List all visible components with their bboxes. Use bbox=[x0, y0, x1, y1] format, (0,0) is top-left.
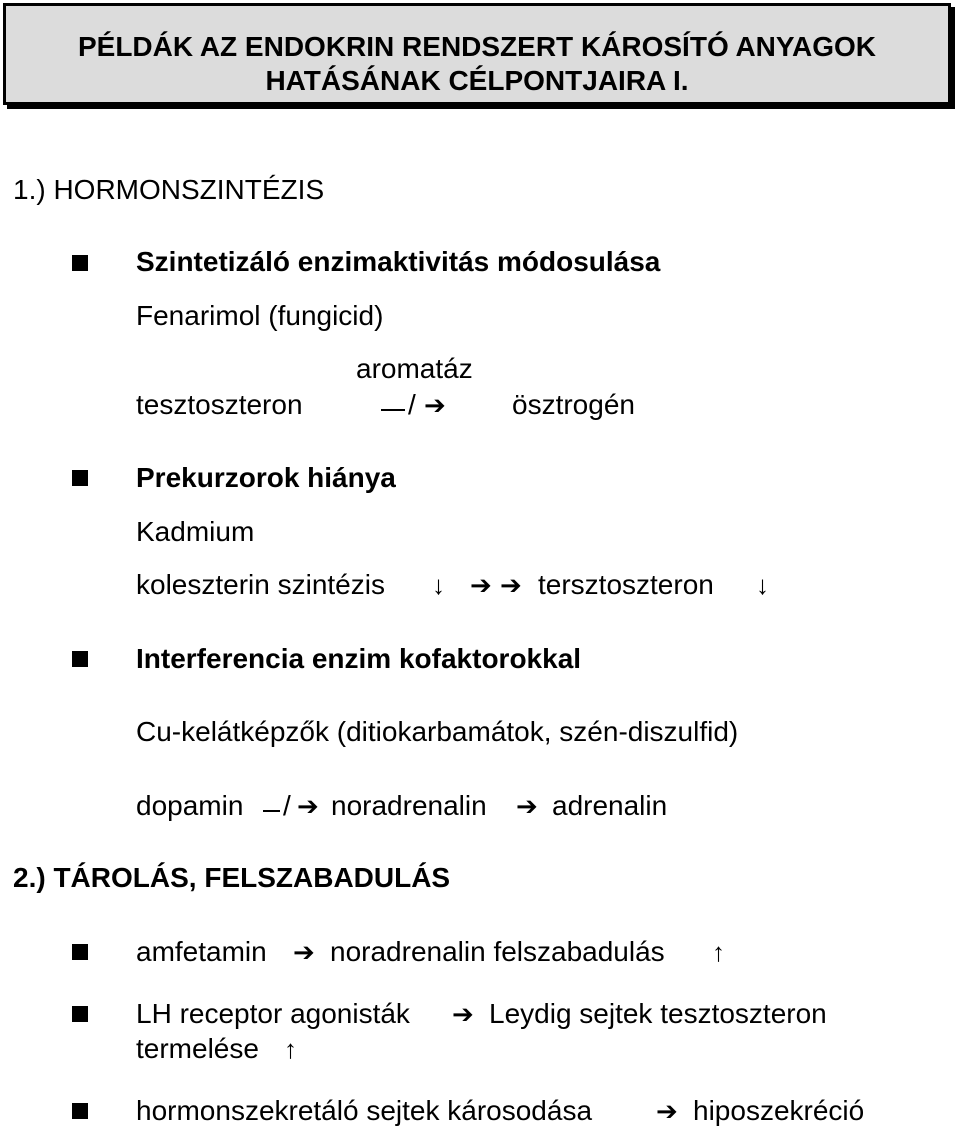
effect-right-label: tersztoszteron bbox=[538, 569, 714, 600]
s2-item-2-left: LH receptor agonisták bbox=[136, 998, 410, 1029]
section-2-heading: 2.) TÁROLÁS, FELSZABADULÁS bbox=[13, 862, 451, 893]
item-1-example: Fenarimol (fungicid) bbox=[136, 300, 384, 331]
up-arrow-icon: ↑ bbox=[284, 1034, 297, 1064]
title-box bbox=[3, 3, 951, 105]
s2-item-1-left: amfetamin bbox=[136, 936, 267, 967]
right-arrow-icon: ➔ bbox=[516, 791, 538, 821]
chain-adrenaline: adrenalin bbox=[552, 790, 668, 821]
section-1-heading: 1.) HORMONSZINTÉZIS bbox=[13, 174, 325, 205]
dash-line bbox=[263, 810, 280, 812]
effect-left-label: koleszterin szintézis bbox=[136, 569, 385, 600]
item-2-example: Kadmium bbox=[136, 516, 255, 547]
s2-item-2-right-line2: termelése bbox=[136, 1033, 259, 1064]
enzyme-label: aromatáz bbox=[356, 353, 473, 384]
item-2-heading: Prekurzorok hiánya bbox=[136, 462, 396, 493]
right-arrow-icon: ➔ bbox=[424, 390, 446, 420]
bullet-icon bbox=[72, 255, 88, 271]
bullet-icon bbox=[72, 470, 88, 486]
bullet-icon bbox=[72, 944, 88, 960]
right-arrow-icon: ➔ bbox=[656, 1096, 678, 1126]
item-3-example: Cu-kelátképzők (ditiokarbamátok, szén-diszulfid) bbox=[136, 716, 739, 747]
s2-item-3-left: hormonszekretáló sejtek károsodása bbox=[136, 1095, 593, 1126]
down-arrow-icon: ↓ bbox=[756, 570, 769, 600]
s2-item-2-right: Leydig sejtek tesztoszteron bbox=[489, 998, 827, 1029]
up-arrow-icon: ↑ bbox=[712, 937, 725, 967]
title-line-1: PÉLDÁK AZ ENDOKRIN RENDSZERT KÁROSÍTÓ ANYAGOK bbox=[77, 31, 877, 62]
chain-dopamine: dopamin bbox=[136, 790, 244, 821]
right-arrow-icon: ➔ bbox=[470, 570, 492, 600]
right-arrow-icon: ➔ bbox=[297, 791, 319, 821]
right-arrow-icon: ➔ bbox=[500, 570, 522, 600]
s2-item-3-right: hiposzekréció bbox=[693, 1095, 865, 1126]
bullet-icon bbox=[72, 1103, 88, 1119]
s2-item-1-right: noradrenalin felszabadulás bbox=[330, 936, 665, 967]
down-arrow-icon: ↓ bbox=[432, 570, 445, 600]
item-3-heading: Interferencia enzim kofaktorokkal bbox=[136, 643, 582, 674]
substrate-label: tesztoszteron bbox=[136, 389, 303, 420]
product-label: ösztrogén bbox=[512, 389, 635, 420]
dash-line bbox=[381, 409, 405, 411]
slash-mark: / bbox=[408, 389, 416, 420]
right-arrow-icon: ➔ bbox=[293, 937, 315, 967]
chain-noradrenaline: noradrenalin bbox=[331, 790, 487, 821]
slash-mark: / bbox=[283, 790, 291, 821]
title-line-2: HATÁSÁNAK CÉLPONTJAIRA I. bbox=[265, 65, 689, 96]
bullet-icon bbox=[72, 1006, 88, 1022]
right-arrow-icon: ➔ bbox=[452, 999, 474, 1029]
item-1-heading: Szintetizáló enzimaktivitás módosulása bbox=[136, 246, 661, 277]
bullet-icon bbox=[72, 651, 88, 667]
